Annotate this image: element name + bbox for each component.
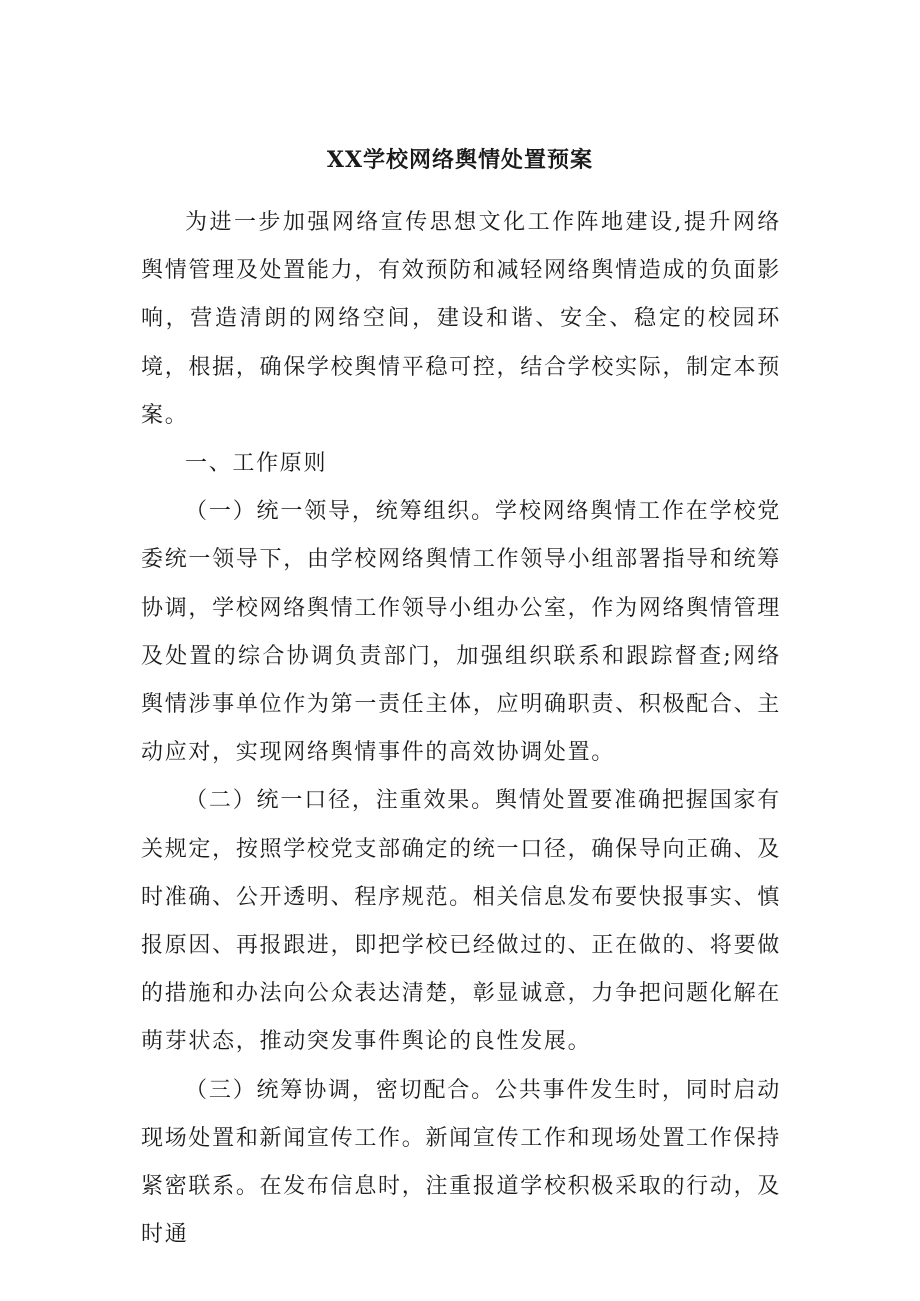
principle-paragraph-1: （一）统一领导，统筹组织。学校网络舆情工作在学校党委统一领导下，由学校网络舆情工作领导小组部署指导和统筹协调，学校网络舆情工作领导小组办公室，作为网络舆情管理及处置的综合协调负责部门，加强组织联系和跟踪督查;网络舆情涉事单位作为第一责任主体，应明确职责、积极配合、主动应对，实现网络舆情事件的高效协调处置。 bbox=[141, 499, 781, 766]
document-body bbox=[141, 199, 781, 1259]
intro-paragraph: 为进一步加强网络宣传思想文化工作阵地建设,提升网络舆情管理及处置能力，有效预防和减轻网络舆情造成的负面影响，营造清朗的网络空间，建设和谐、安全、稳定的校园环境，根据，确保学校舆情平稳可控，结合学校实际，制定本预案。 bbox=[141, 210, 781, 428]
principle-paragraph-2: （二）统一口径，注重效果。舆情处置要准确把握国家有关规定，按照学校党支部确定的统一口径，确保导向正确、及时准确、公开透明、程序规范。相关信息发布要快报事实、慎报原因、再报跟进，即把学校已经做过的、正在做的、将要做的措施和办法向公众表达清楚，彰显诚意，力争把问题化解在萌芽状态，推动突发事件舆论的良性发展。 bbox=[141, 788, 781, 1055]
principle-paragraph-3: （三）统筹协调，密切配合。公共事件发生时，同时启动现场处置和新闻宣传工作。新闻宣传工作和现场处置工作保持紧密联系。在发布信息时，注重报道学校积极采取的行动，及时通 bbox=[141, 1077, 781, 1248]
document-title: XX学校网络舆情处置预案 bbox=[326, 147, 594, 173]
section-heading-principles: 一、工作原则 bbox=[185, 451, 328, 477]
